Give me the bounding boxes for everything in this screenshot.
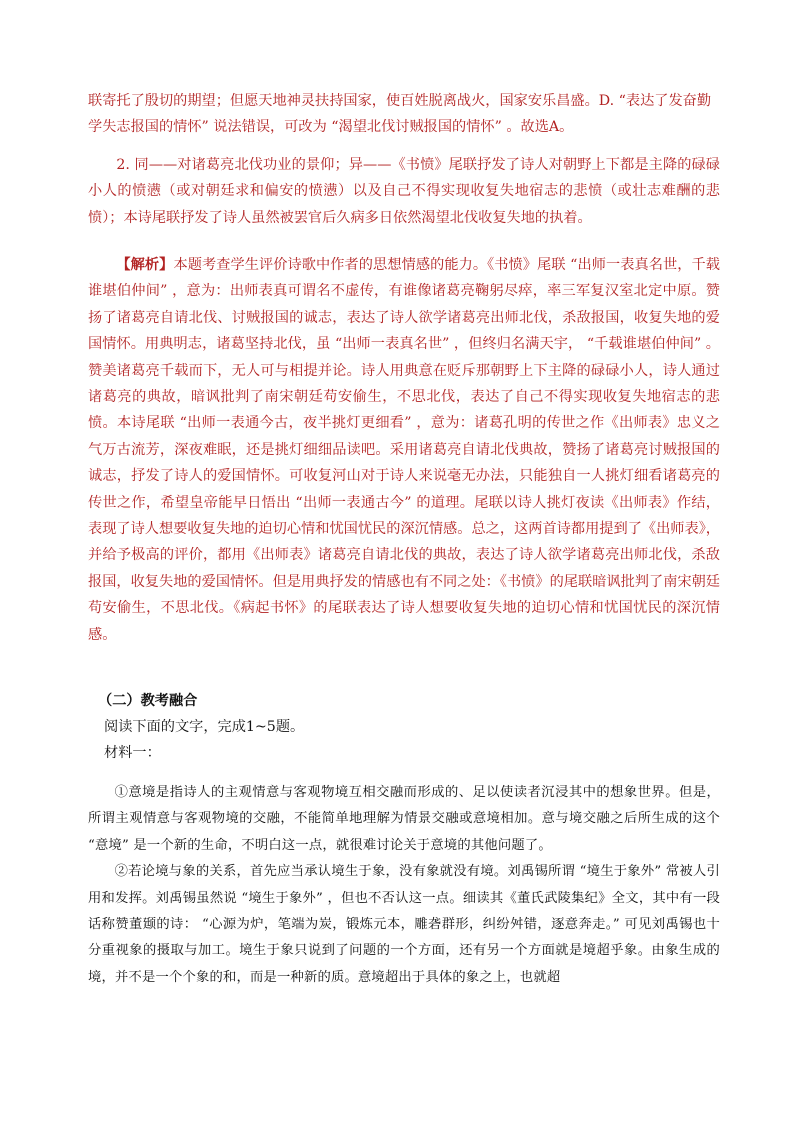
section-heading: （二）教考融合: [98, 693, 198, 709]
answer-1-line-2: 学失志报国的情怀” 说法错误，可改为 “渴望北伐讨贼报国的情怀” 。故选A。: [88, 119, 574, 136]
section-instruction: 阅读下面的文字，完成1~5题。: [104, 719, 305, 735]
analysis-tag: 【解析】: [116, 257, 174, 273]
material-label: 材料一：: [104, 745, 161, 761]
material-paragraph-1: ①意境是指诗人的主观情意与客观物境互相交融而形成的、足以使读者沉浸其中的想象世界。但是，所谓主观情意与客观物境的交融，不能简单地理解为情景交融或意境相加。意与境交融之后所生成的这个 “意境” 是一个新的生命，不明白这一点，就很难讨论关于意境的其他问题了。: [88, 785, 720, 853]
answer-1-continuation: [88, 88, 720, 141]
answer-1-line-1: 联寄托了殷切的期望；但愿天地神灵扶持国家，使百姓脱离战火，国家安乐昌盛。D. “表达了发奋勤: [88, 93, 712, 109]
material-paragraph-2: ②若论境与象的关系，首先应当承认境生于象，没有象就没有境。刘禹锡所谓 “境生于象外” 常被人引用和发挥。刘禹锡虽然说 “境生于象外” ，但也不否认这一点。细读其《董氏武陵集纪》全文，其中有一段话称赞董颋的诗： “心源为炉，笔端为炭，锻炼元本，雕砻群形，纠纷舛错，逐意奔走。” 可见刘禹锡也十分重视象的摄取与加工。境生于象只说到了问题的一个方面，还有另一个方面就是境超乎象。由象生成的境，并不是一个个象的和，而是一种新的质。意境超出于具体的象之上，也就超: [88, 864, 720, 985]
section-header: [88, 688, 720, 766]
analysis: [88, 252, 720, 648]
answer-2: [88, 152, 720, 231]
analysis-text: 本题考查学生评价诗歌中作者的思想情感的能力。《书愤》尾联 “出师一表真名世，千载谁堪伯仲间” ，意为：出师表真可谓名不虚传，有谁像诸葛亮鞠躬尽瘁，率三军复汉室北定中原。赞扬了诸葛亮自请北伐、讨贼报国的诚志，表达了诗人欲学诸葛亮出师北伐，杀敌报国，收复失地的爱国情怀。用典明志，诸葛坚持北伐，虽 “出师一表真名世” ，但终归名满天宇， “千载谁堪伯仲间” 。赞美诸葛亮千载而下，无人可与相提并论。诗人用典意在贬斥那朝野上下主降的碌碌小人，诗人通过诸葛亮的典故，暗讽批判了南宋朝廷苟安偷生，不思北伐，表达了自己不得实现收复失地宿志的悲愤。本诗尾联 “出师一表通今古，夜半挑灯更细看” ，意为：诸葛孔明的传世之作《出师表》忠义之气万古流芳，深夜难眠，还是挑灯细细品读吧。采用诸葛亮自请北伐典故，赞扬了诸葛亮讨贼报国的诚志，抒发了诗人的爱国情怀。可收复河山对于诗人来说毫无办法，只能独自一人挑灯细看诸葛亮的传世之作，希望皇帝能早日悟出 “出师一表通古今” 的道理。尾联以诗人挑灯夜读《出师表》作结，表现了诗人想要收复失地的迫切心情和忧国忧民的深沉情感。总之，这两首诗都用提到了《出师表》，并给予极高的评价，都用《出师表》诸葛亮自请北伐的典故，表达了诗人欲学诸葛亮出师北伐，杀敌报国，收复失地的爱国情怀。但是用典抒发的情感也有不同之处：《书愤》的尾联暗讽批判了南宋朝廷苟安偷生，不思北伐。《病起书怀》的尾联表达了诗人想要收复失地的迫切心情和忧国忧民的深沉情感。: [88, 257, 720, 643]
material-one: [88, 780, 720, 991]
answer-2-text: 2. 同——对诸葛亮北伐功业的景仰；异——《书愤》尾联抒发了诗人对朝野上下都是主降的碌碌小人的愤懑（或对朝廷求和偏安的愤懑）以及自己不得实现收复失地宿志的悲愤（或壮志难酬的悲愤）；本诗尾联抒发了诗人虽然被罢官后久病多日依然渴望北伐收复失地的执着。: [88, 157, 720, 226]
analysis-paragraph: [88, 252, 720, 648]
